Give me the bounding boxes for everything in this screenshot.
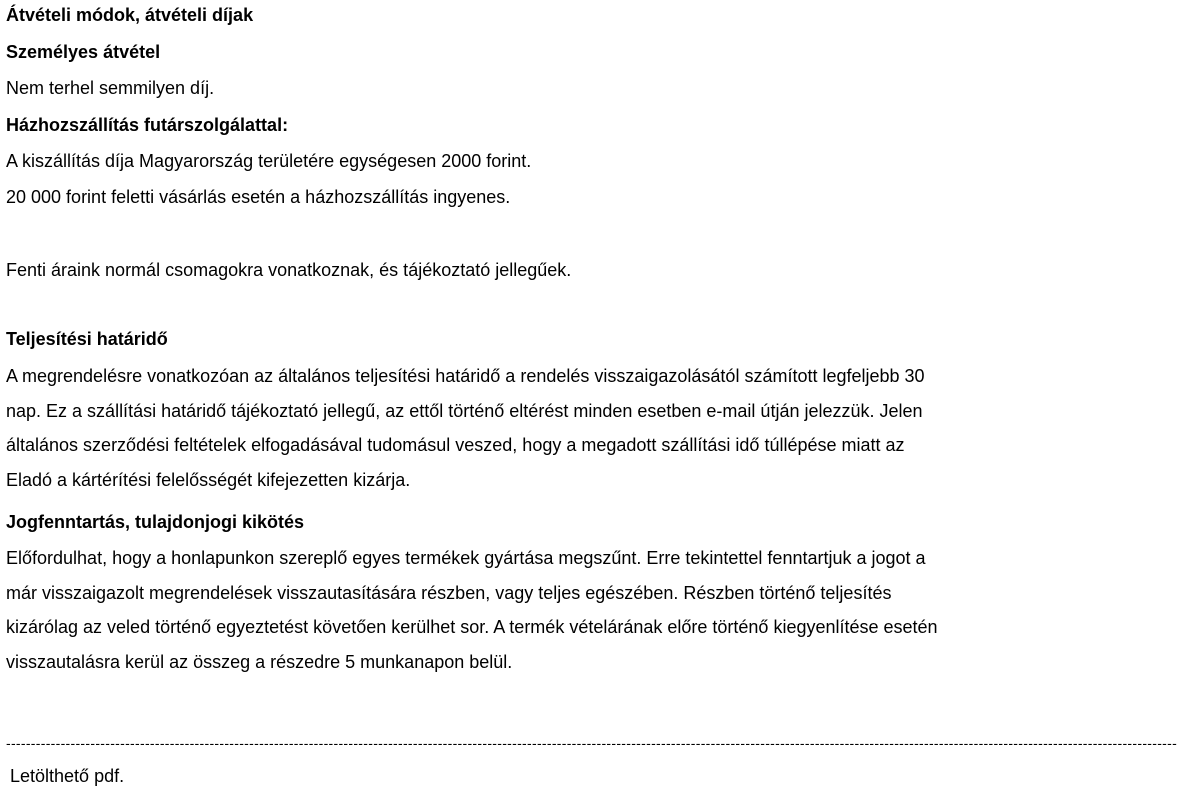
prices-note: Fenti áraink normál csomagokra vonatkoznak, és tájékoztató jellegűek. [6, 260, 572, 280]
pdf-download-link[interactable]: Letölthető pdf. [10, 766, 125, 786]
personal-pickup-heading: Személyes átvétel [6, 42, 161, 62]
retention-heading: Jogfenntartás, tulajdonjogi kikötés [6, 512, 305, 532]
retention-paragraph: Előfordulhat, hogy a honlapunkon szereplő egyes termékek gyártása megszűnt. Erre tekintettel fenntartjuk a jogot a már visszaigazolt megrendelések visszautasítására részben, vagy teljes egészében. Részben történő teljesítés kizárólag az veled történő egyeztetést követően kerülhet sor. A termék vételárának előre történő kiegyenlítése esetén visszautalásra kerül az összeg a részedre 5 munkanapon belül. [6, 548, 938, 672]
delivery-methods-heading: Átvételi módok, átvételi díjak [6, 5, 254, 25]
deadline-heading: Teljesítési határidő [6, 329, 168, 349]
courier-fee-text: A kiszállítás díja Magyarország területére egységesen 2000 forint. [6, 151, 532, 171]
separator-line: -------------------------------------------------------------------------------------------------------------------------------------------------------------------------------------------------------------------------------------------- [6, 735, 1177, 751]
deadline-paragraph: A megrendelésre vonatkozóan az általános teljesítési határidő a rendelés visszaigazolásától számított legfeljebb 30 nap. Ez a szállítási határidő tájékoztató jellegű, az ettől történő eltérést minden esetben e-mail útján jelezzük. Jelen általános szerződési feltételek elfogadásával tudomásul veszed, hogy a megadott szállítási idő túllépése miatt az Eladó a kártérítési felelősségét kifejezetten kizárja. [6, 366, 925, 490]
courier-free-text: 20 000 forint feletti vásárlás esetén a házhozszállítás ingyenes. [6, 187, 511, 207]
courier-heading: Házhozszállítás futárszolgálattal: [6, 115, 289, 135]
personal-pickup-text: Nem terhel semmilyen díj. [6, 78, 215, 98]
